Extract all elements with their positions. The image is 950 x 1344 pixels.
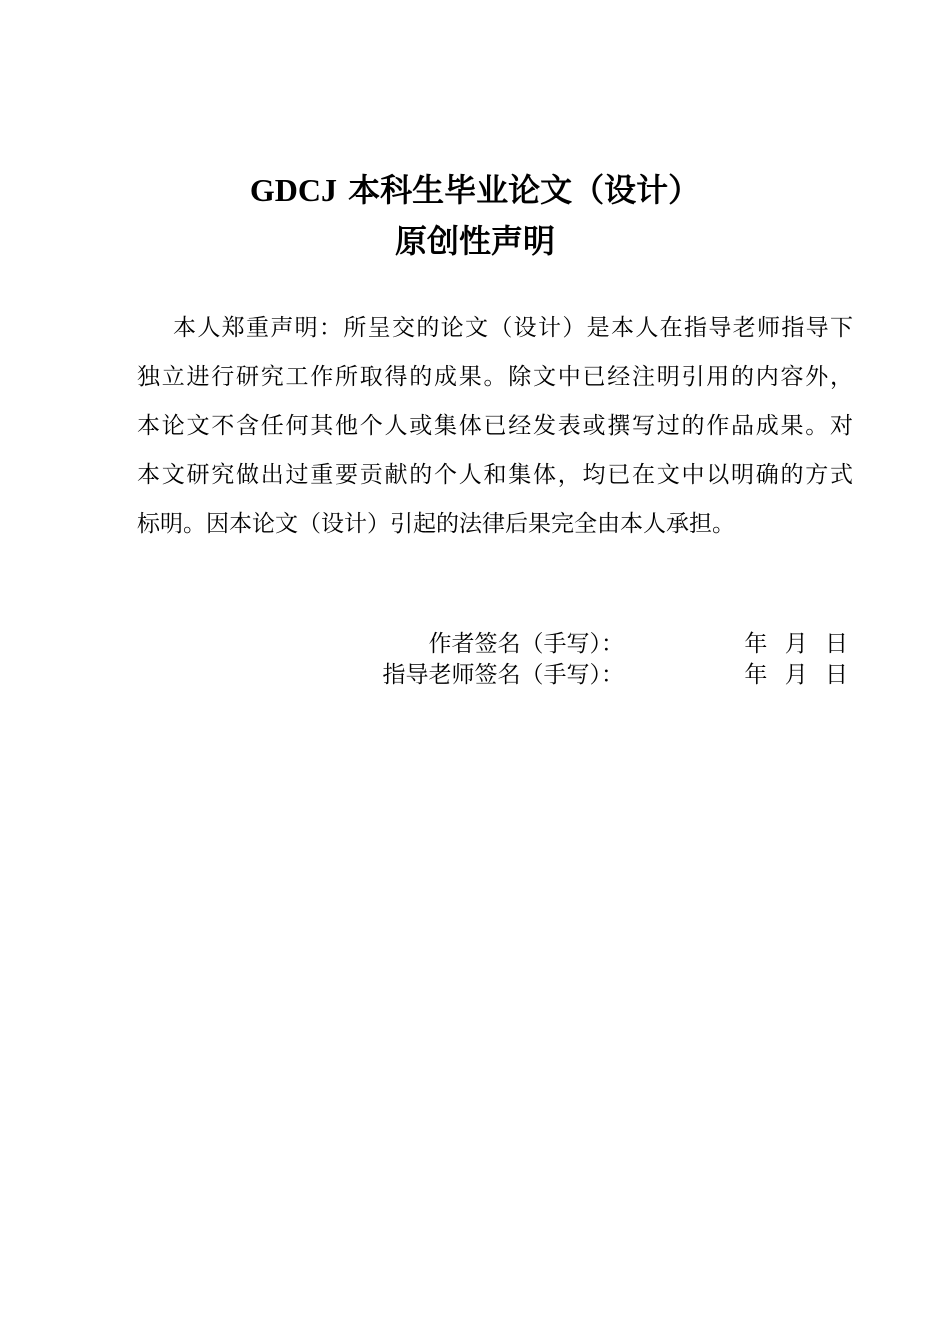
title-cjk: 本科生毕业论文（设计）: [348, 171, 701, 209]
date-month-label: 月: [784, 662, 808, 688]
document-title: [0, 170, 950, 210]
date-month-label: 月: [784, 631, 808, 657]
declaration-line: 本文研究做出过重要贡献的个人和集体，均已在文中以明确的方式: [137, 462, 853, 488]
author-signature-row: [0, 628, 950, 660]
author-signature-date: [734, 628, 848, 660]
author-signature-label: 作者签名（手写）：: [428, 631, 624, 657]
declaration-line: 本人郑重声明：所呈交的论文（设计）是本人在指导老师指导下: [173, 315, 853, 341]
title-latin: GDCJ: [249, 172, 337, 208]
declaration-paragraph: [137, 304, 853, 549]
advisor-signature-row: [0, 659, 950, 691]
declaration-line: 本论文不含任何其他个人或集体已经发表或撰写过的作品成果。对: [137, 413, 853, 439]
advisor-signature-label: 指导老师签名（手写）：: [382, 662, 624, 688]
date-day-label: 日: [825, 662, 848, 688]
date-day-label: 日: [825, 631, 848, 657]
date-year-label: 年: [744, 662, 768, 688]
date-year-label: 年: [744, 631, 768, 657]
document-subtitle: 原创性声明: [394, 222, 555, 260]
advisor-signature-date: [734, 659, 848, 691]
declaration-line: 标明。因本论文（设计）引起的法律后果完全由本人承担。: [137, 511, 735, 537]
declaration-line: 独立进行研究工作所取得的成果。除文中已经注明引用的内容外，: [137, 364, 853, 390]
